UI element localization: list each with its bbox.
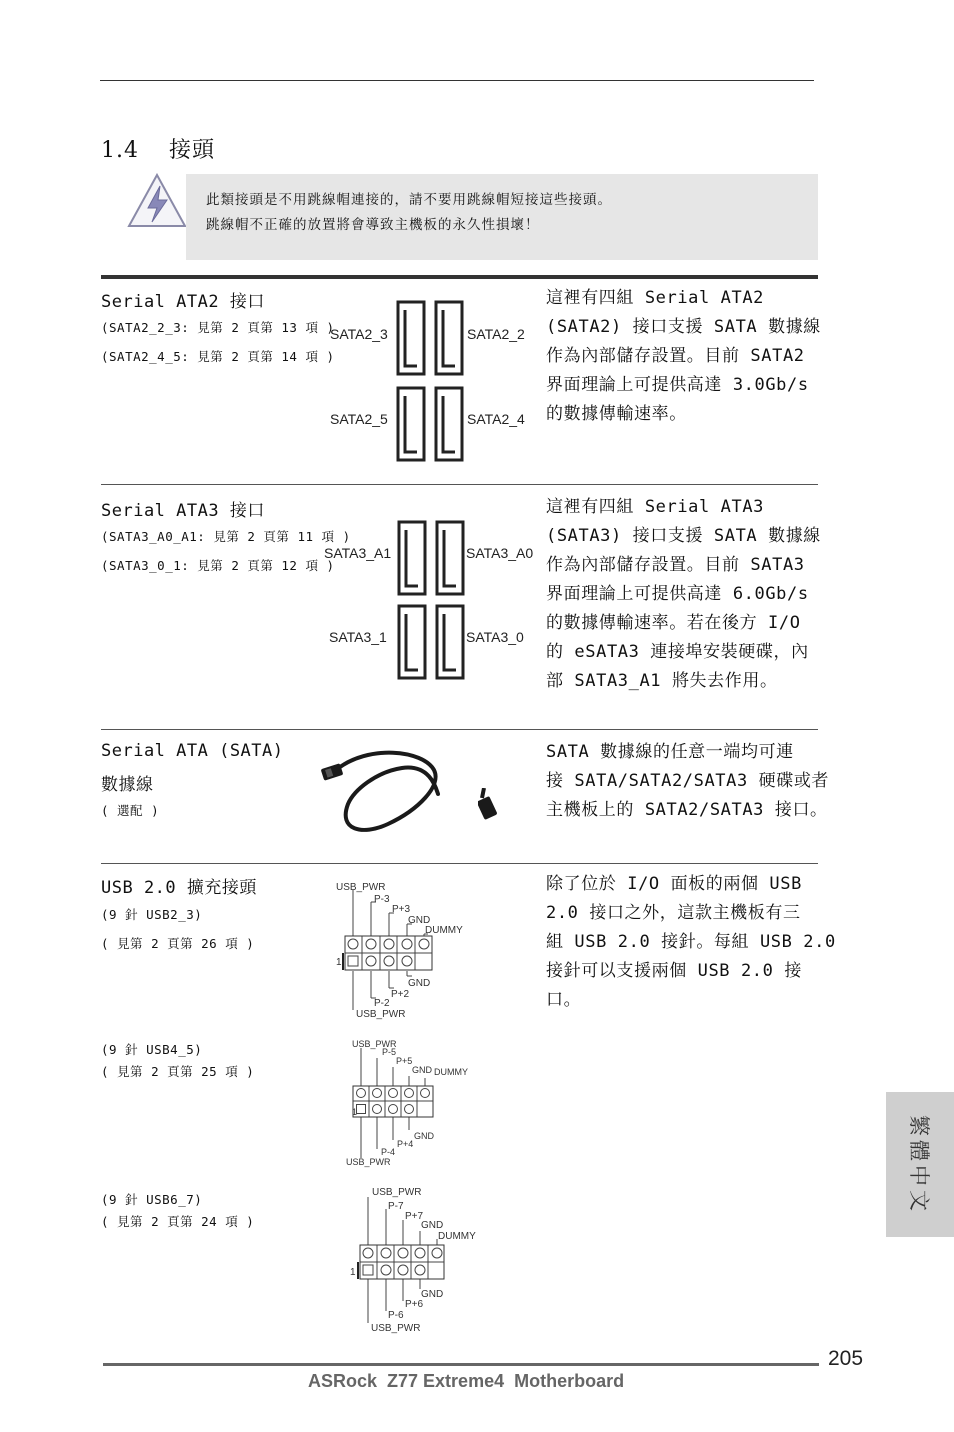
usb67-sub-1: (9 針 USB6_7) <box>101 1192 203 1207</box>
usb-description <box>546 870 836 1015</box>
usb23-bottom-label: GND <box>408 978 431 989</box>
usb67-top-label: DUMMY <box>438 1231 476 1242</box>
sata3-desc-line: 界面理論上可提供高達 6.0Gb/s <box>546 584 809 604</box>
sata3-connectors-diagram <box>397 520 465 682</box>
sata2-connectors-diagram <box>396 300 464 464</box>
language-side-tab <box>886 1092 954 1237</box>
usb23-top-label: DUMMY <box>425 925 463 936</box>
usb23-bottom-label: P-2 <box>374 998 390 1009</box>
usb67-bottom-label: P-6 <box>388 1310 404 1321</box>
usb45-top-label: P-5 <box>382 1047 397 1057</box>
cable-title-2: 數據線 <box>101 775 154 795</box>
usb45-sub-1: (9 針 USB4_5) <box>101 1042 203 1057</box>
usb23-top-label: P+3 <box>392 904 411 915</box>
usb45-bottom-label: P-4 <box>381 1147 396 1157</box>
sata2-desc-line: 作為內部儲存設置。目前 SATA2 <box>546 346 805 366</box>
sata2-connector-tr <box>436 302 462 374</box>
sata3-connector-tr <box>437 522 463 594</box>
usb45-bottom-label: USB_PWR <box>346 1157 391 1167</box>
usb23-top-label: P-3 <box>374 894 390 905</box>
sata3-desc-line: 部 SATA3_A1 將失去作用。 <box>546 671 778 691</box>
usb23-bottom-label: USB_PWR <box>356 1009 406 1020</box>
sata2-label-tr: SATA2_2 <box>467 326 525 342</box>
usb45-pin-diagram <box>344 1036 472 1170</box>
sata2-label-tl: SATA2_3 <box>330 326 388 342</box>
sata3-desc-line: 作為內部儲存設置。目前 SATA3 <box>546 555 805 575</box>
sata2-connector-br <box>436 388 462 460</box>
sata2-connector-bl <box>398 388 424 460</box>
usb-desc-line: 接針可以支援兩個 USB 2.0 接 <box>546 961 802 981</box>
usb45-sub-2: ( 見第 2 頁第 25 項 ) <box>101 1064 255 1079</box>
sata3-connector-tl <box>399 522 425 594</box>
usb67-sub-2: ( 見第 2 頁第 24 項 ) <box>101 1214 255 1229</box>
usb23-top-label: GND <box>408 915 431 926</box>
usb67-top-label: P+7 <box>405 1211 424 1222</box>
usb-title: USB 2.0 擴充接頭 <box>101 878 257 898</box>
usb45-top-label: USB_PWR <box>352 1039 397 1049</box>
sata2-label-br: SATA2_4 <box>467 411 525 427</box>
sata3-desc-line: (SATA3) 接口支援 SATA 數據線 <box>546 526 821 546</box>
usb-desc-line: 除了位於 I/O 面板的兩個 USB <box>546 874 802 894</box>
warning-box <box>186 174 818 260</box>
sata3-title: Serial ATA3 接口 <box>101 501 265 521</box>
cable-desc-line: SATA 數據線的任意一端均可連 <box>546 742 794 762</box>
section-rule <box>101 484 818 485</box>
usb67-bottom-label: P+6 <box>405 1299 424 1310</box>
sata3-desc-line: 的數據傳輸速率。若在後方 I/O <box>546 613 801 633</box>
footer-title: ASRock Z77 Extreme4 Motherboard <box>308 1371 625 1391</box>
usb23-top-label: USB_PWR <box>336 882 386 893</box>
sata3-label-tr: SATA3_A0 <box>466 545 534 561</box>
section-heading <box>101 133 215 164</box>
usb67-bottom-label: GND <box>421 1289 444 1300</box>
usb45-bottom-label: P+4 <box>397 1139 414 1149</box>
page-number: 205 <box>828 1347 864 1370</box>
warning-line-1: 此類接頭是不用跳線帽連接的，請不要用跳線帽短接這些接頭。 <box>206 192 612 208</box>
section-number: 1.4 <box>101 138 139 163</box>
sata3-connector-br <box>437 606 463 678</box>
footer-rule <box>103 1363 819 1366</box>
section-rule <box>101 729 818 730</box>
sata2-desc-line: 界面理論上可提供高達 3.0Gb/s <box>546 375 809 395</box>
sata3-label-bl: SATA3_1 <box>329 629 387 645</box>
usb23-bottom-label: P+2 <box>391 989 410 1000</box>
usb23-pin1-label: 1 <box>336 957 342 968</box>
usb67-pin-diagram <box>350 1183 484 1335</box>
usb-desc-line: 組 USB 2.0 接針。每組 USB 2.0 <box>546 932 836 952</box>
usb-desc-line: 2.0 接口之外，這款主機板有三 <box>546 903 801 923</box>
sata2-description <box>546 284 821 429</box>
usb45-pin1-label: 1 <box>352 1107 358 1117</box>
sata3-sub-2: (SATA3_0_1: 見第 2 頁第 12 項 ) <box>101 558 335 573</box>
sata3-connector-bl <box>399 606 425 678</box>
usb67-bottom-label: USB_PWR <box>371 1323 421 1334</box>
sata3-desc-line: 的 eSATA3 連接埠安裝硬碟，內 <box>546 642 809 662</box>
sata2-connector-tl <box>398 302 424 374</box>
usb45-top-label: GND <box>412 1065 432 1075</box>
usb23-pin-diagram <box>336 876 476 1022</box>
language-side-tab-label: 繁體中文 <box>907 1114 931 1215</box>
sata-cable-plug <box>478 788 502 822</box>
cable-desc-line: 接 SATA/SATA2/SATA3 硬碟或者 <box>546 771 830 791</box>
sata2-title: Serial ATA2 接口 <box>101 292 265 312</box>
sata3-label-br: SATA3_0 <box>466 629 524 645</box>
sata2-sub-2: (SATA2_4_5: 見第 2 頁第 14 項 ) <box>101 349 335 364</box>
section-title: 接頭 <box>169 138 216 163</box>
usb67-pin1-label: 1 <box>350 1267 356 1278</box>
sata3-desc-line: 這裡有四組 Serial ATA3 <box>546 497 765 517</box>
usb67-top-label: USB_PWR <box>372 1187 422 1198</box>
sata3-description <box>546 493 821 696</box>
warning-icon <box>126 172 188 230</box>
sata2-label-bl: SATA2_5 <box>330 411 388 427</box>
sata2-sub-1: (SATA2_2_3: 見第 2 頁第 13 項 ) <box>101 320 335 335</box>
sata3-sub-1: (SATA3_A0_A1: 見第 2 頁第 11 項 ) <box>101 529 351 544</box>
section-rule <box>101 863 818 864</box>
section-rule-thick <box>101 275 818 279</box>
usb-desc-line: 口。 <box>546 990 582 1010</box>
cable-desc-line: 主機板上的 SATA2/SATA3 接口。 <box>546 800 828 820</box>
sata2-desc-line: 這裡有四組 Serial ATA2 <box>546 288 765 308</box>
usb67-top-label: P-7 <box>388 1201 404 1212</box>
usb67-top-label: GND <box>421 1220 444 1231</box>
cable-description <box>546 738 829 825</box>
sata2-desc-line: (SATA2) 接口支援 SATA 數據線 <box>546 317 821 337</box>
sata-cable-image <box>318 748 442 838</box>
cable-sub: ( 選配 ) <box>101 803 160 818</box>
usb23-sub-2: ( 見第 2 頁第 26 項 ) <box>101 936 255 951</box>
cable-title-1: Serial ATA (SATA) <box>101 741 284 761</box>
usb45-top-label: DUMMY <box>434 1067 468 1077</box>
sata2-desc-line: 的數據傳輸速率。 <box>546 404 687 424</box>
usb45-bottom-label: GND <box>414 1131 434 1141</box>
usb45-top-label: P+5 <box>396 1056 413 1066</box>
usb23-sub-1: (9 針 USB2_3) <box>101 907 203 922</box>
warning-line-2: 跳線帽不正確的放置將會導致主機板的永久性損壞！ <box>206 217 540 233</box>
top-rule <box>100 80 814 81</box>
sata3-label-tl: SATA3_A1 <box>324 545 392 561</box>
